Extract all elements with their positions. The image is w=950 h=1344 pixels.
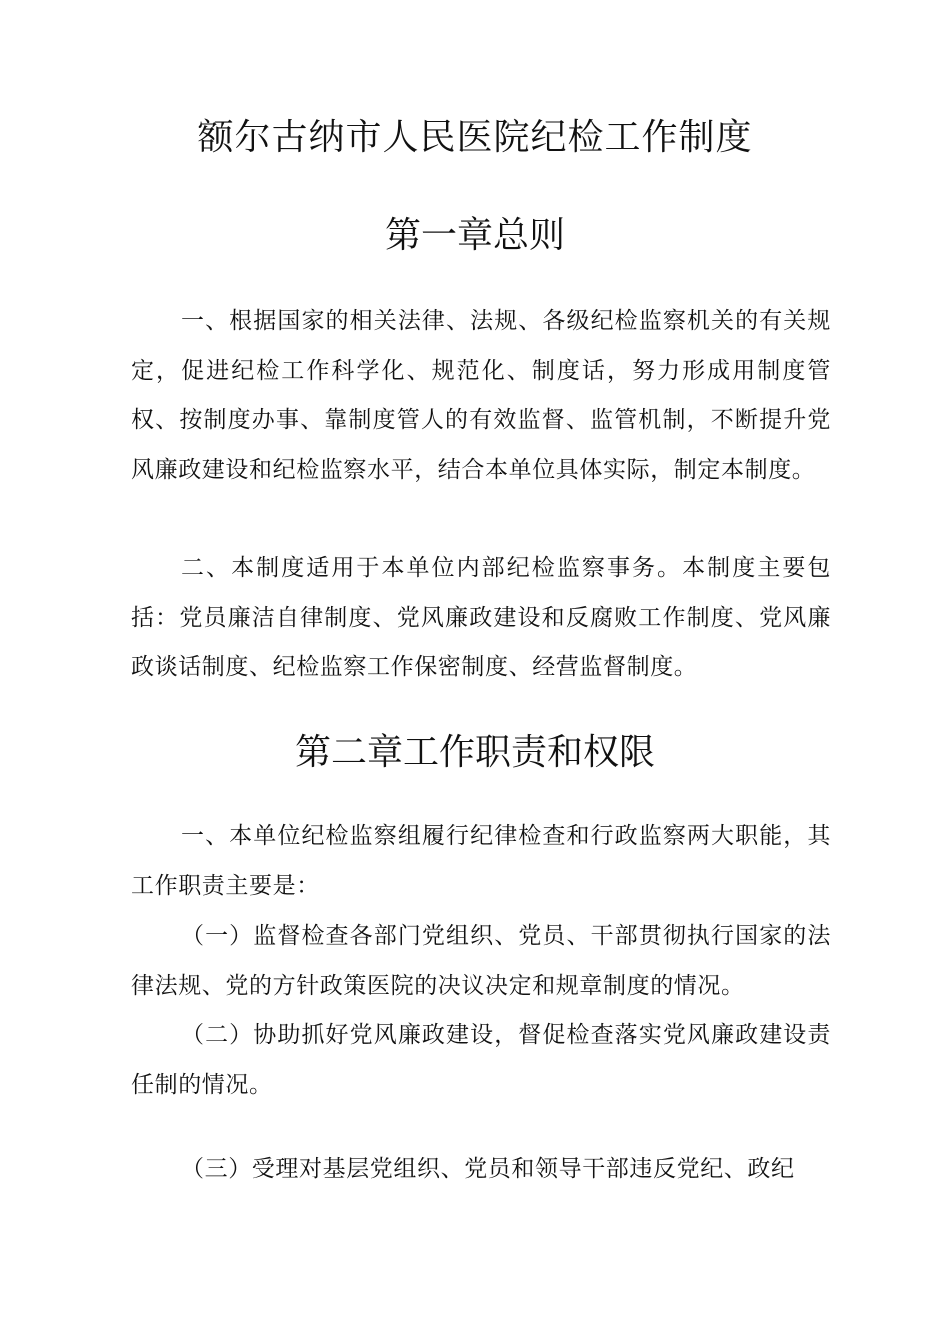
chapter-1-paragraph-1: 一、根据国家的相关法律、法规、各级纪检监察机关的有关规定，促进纪检工作科学化、规范化、制度话，努力形成用制度管权、按制度办事、靠制度管人的有效监督、监管机制，不断提升党风廉政建设和纪检监察水平，结合本单位具体实际，制定本制度。 <box>131 308 831 483</box>
chapter-2-item-2: （二）协助抓好党风廉政建设，督促检查落实党风廉政建设责任制的情况。 <box>131 1022 831 1098</box>
document-title: 额尔古纳市人民医院纪检工作制度 <box>197 117 753 158</box>
chapter-2-item-1: （一）监督检查各部门党组织、党员、干部贯彻执行国家的法律法规、党的方针政策医院的决议决定和规章制度的情况。 <box>131 923 831 999</box>
chapter-1-heading: 第一章总则 <box>384 215 565 256</box>
chapter-1-paragraph-2: 二、本制度适用于本单位内部纪检监察事务。本制度主要包括：党员廉洁自律制度、党风廉政建设和反腐败工作制度、党风廉政谈话制度、纪检监察工作保密制度、经营监督制度。 <box>131 555 831 680</box>
chapter-2-item-3: （三）受理对基层党组织、党员和领导干部违反党纪、政纪 <box>181 1156 795 1182</box>
chapter-2-paragraph-1: 一、本单位纪检监察组履行纪律检查和行政监察两大职能，其工作职责主要是： <box>131 823 831 899</box>
chapter-2-heading: 第二章工作职责和权限 <box>294 732 655 773</box>
